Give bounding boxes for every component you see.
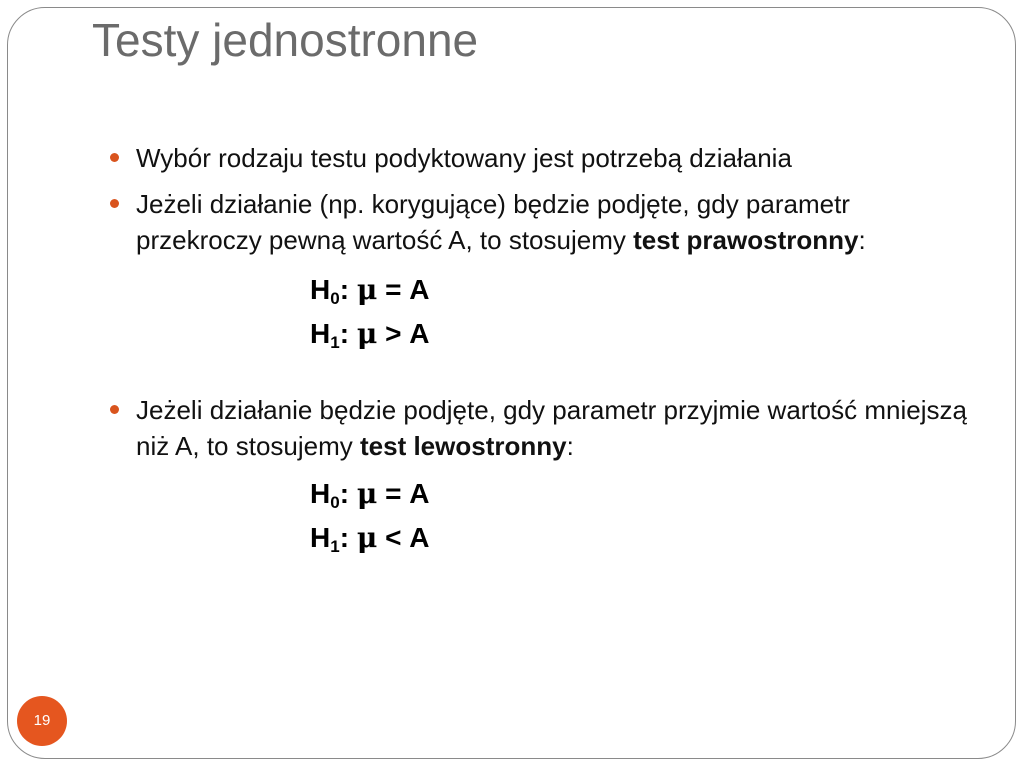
page-number-badge: 19 (17, 696, 67, 746)
hypothesis-index: 0 (330, 289, 340, 308)
bullet-item (107, 140, 967, 176)
bullet-text: Jeżeli działanie będzie podjęte, gdy parametr przyjmie wartość mniejszą niż A, to stosujemy (136, 395, 967, 461)
bullet-text: Jeżeli działanie (np. korygujące) będzie podjęte, gdy parametr przekroczy pewną wartość A, to stosujemy (136, 189, 850, 255)
mu-symbol: μ (356, 521, 378, 554)
hypothesis-h0 (310, 472, 967, 516)
hypothesis-colon: : (339, 318, 350, 349)
bullet-bold-term: test prawostronny (633, 225, 859, 255)
hypothesis-relation: > A (385, 318, 430, 349)
hypothesis-colon: : (339, 274, 350, 305)
slide-content (107, 140, 967, 560)
bullet-text: Wybór rodzaju testu podyktowany jest potrzebą działania (136, 143, 792, 173)
hypothesis-index: 1 (330, 333, 340, 352)
hypothesis-colon: : (339, 522, 350, 553)
hypothesis-h1 (310, 516, 967, 560)
hypothesis-index: 1 (330, 537, 340, 556)
hypothesis-index: 0 (330, 493, 340, 512)
bullet-dot-icon (110, 199, 119, 208)
hypothesis-colon: : (339, 478, 350, 509)
mu-symbol: μ (356, 477, 378, 510)
bullet-item (107, 392, 967, 464)
formula-block-right (107, 268, 967, 356)
mu-symbol: μ (356, 317, 378, 350)
hypothesis-h0 (310, 268, 967, 312)
bullet-dot-icon (110, 153, 119, 162)
hypothesis-letter: H (310, 478, 331, 509)
hypothesis-relation: = A (385, 274, 430, 305)
bullet-text-suffix: : (858, 225, 866, 255)
bullet-item (107, 186, 967, 258)
slide-title: Testy jednostronne (92, 14, 479, 66)
hypothesis-letter: H (310, 274, 331, 305)
bullet-bold-term: test lewostronny (359, 431, 567, 461)
formula-block-left (107, 472, 967, 560)
hypothesis-relation: < A (385, 522, 430, 553)
hypothesis-relation: = A (385, 478, 430, 509)
bullet-text-suffix: : (566, 431, 574, 461)
hypothesis-h1 (310, 312, 967, 356)
bullet-dot-icon (110, 405, 119, 414)
hypothesis-letter: H (310, 522, 331, 553)
mu-symbol: μ (356, 273, 378, 306)
hypothesis-letter: H (310, 318, 331, 349)
